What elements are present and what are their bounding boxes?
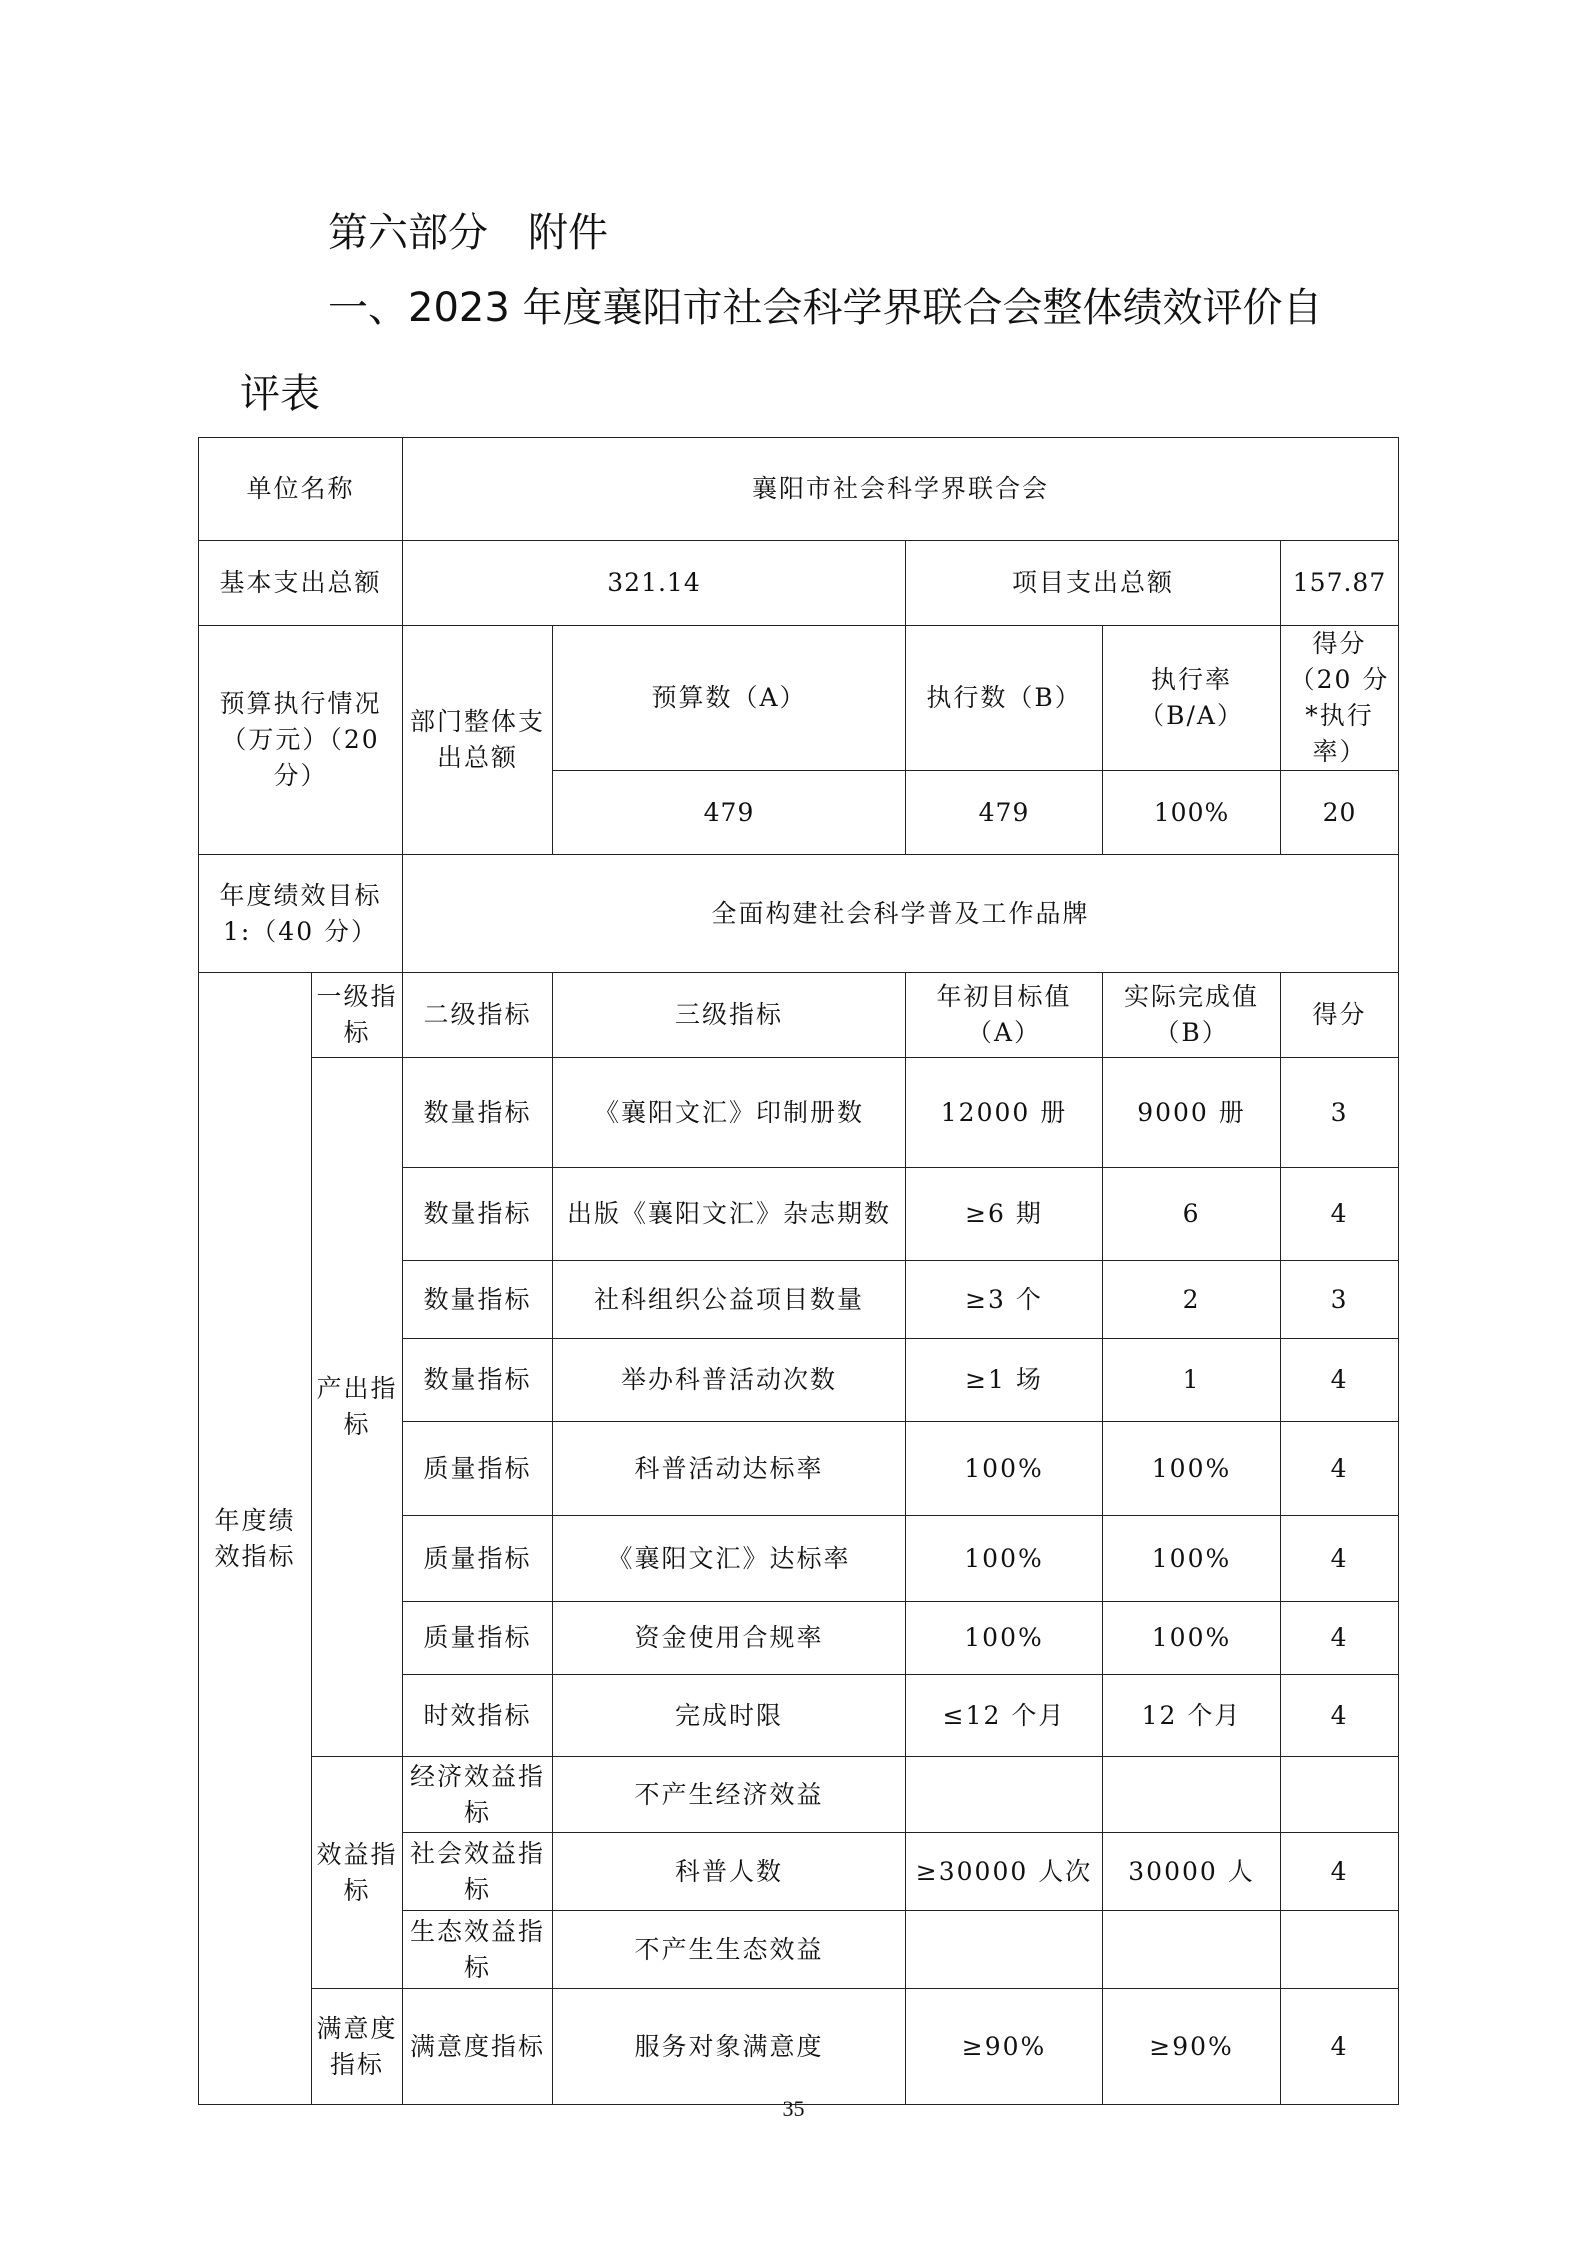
score-cell: 4 [1281,1675,1399,1757]
score-cell: 4 [1281,1168,1399,1261]
level3-cell: 完成时限 [553,1675,906,1757]
level3-cell: 科普活动达标率 [553,1422,906,1516]
actual-cell: 100% [1103,1422,1281,1516]
exec-rate-header: 执行率（B/A） [1103,626,1281,771]
score-cell: 4 [1281,1339,1399,1422]
score-cell: 4 [1281,1602,1399,1675]
target-cell: ≥30000 人次 [906,1833,1103,1911]
target-cell: ≤12 个月 [906,1675,1103,1757]
satisfaction-group-label: 满意度指标 [312,1989,403,2105]
score-cell [1281,1911,1399,1989]
actual-cell [1103,1757,1281,1833]
level3-cell: 不产生生态效益 [553,1911,906,1989]
project-expense-value: 157.87 [1281,541,1399,626]
table-row [199,1989,1399,2105]
exec-rate-value: 100% [1103,771,1281,855]
annual-indicator-label: 年度绩效指标 [199,973,312,2105]
level2-cell: 质量指标 [403,1602,553,1675]
benefit-group-label: 效益指标 [312,1757,403,1989]
score-cell: 3 [1281,1058,1399,1168]
table-title-continued: 评表 [240,371,320,417]
level3-cell: 科普人数 [553,1833,906,1911]
basic-expense-value: 321.14 [403,541,906,626]
level3-cell: 举办科普活动次数 [553,1339,906,1422]
actual-cell: 1 [1103,1339,1281,1422]
score-cell: 4 [1281,1422,1399,1516]
actual-cell: 9000 册 [1103,1058,1281,1168]
level2-cell: 数量指标 [403,1339,553,1422]
level2-cell: 社会效益指标 [403,1833,553,1911]
level2-cell: 数量指标 [403,1058,553,1168]
budget-score-header: 得分（20 分*执行率） [1281,626,1399,771]
exec-count-value: 479 [906,771,1103,855]
table-title: 一、2023 年度襄阳市社会科学界联合会整体绩效评价自 [328,285,1323,331]
annual-goal-label: 年度绩效目标 1:（40 分） [199,855,403,973]
level3-cell: 资金使用合规率 [553,1602,906,1675]
score-cell: 4 [1281,1989,1399,2105]
target-cell: ≥1 场 [906,1339,1103,1422]
actual-cell: 2 [1103,1261,1281,1339]
target-cell: 100% [906,1602,1103,1675]
unit-name-label: 单位名称 [199,438,403,541]
level3-cell: 社科组织公益项目数量 [553,1261,906,1339]
annual-goal-value: 全面构建社会科学普及工作品牌 [403,855,1399,973]
score-cell [1281,1757,1399,1833]
score-header: 得分 [1281,973,1399,1058]
level3-cell: 《襄阳文汇》印制册数 [553,1058,906,1168]
actual-cell: 6 [1103,1168,1281,1261]
actual-header: 实际完成值（B） [1103,973,1281,1058]
level2-cell: 满意度指标 [403,1989,553,2105]
budget-count-header: 预算数（A） [553,626,906,771]
level3-cell: 服务对象满意度 [553,1989,906,2105]
level2-header: 二级指标 [403,973,553,1058]
level3-header: 三级指标 [553,973,906,1058]
actual-cell: 30000 人 [1103,1833,1281,1911]
score-cell: 3 [1281,1261,1399,1339]
target-cell: 100% [906,1422,1103,1516]
level2-cell: 数量指标 [403,1261,553,1339]
basic-expense-label: 基本支出总额 [199,541,403,626]
unit-row [199,438,1399,541]
actual-cell: 100% [1103,1516,1281,1602]
level1-header: 一级指标 [312,973,403,1058]
target-cell: ≥3 个 [906,1261,1103,1339]
target-cell [906,1911,1103,1989]
level2-cell: 数量指标 [403,1168,553,1261]
level3-cell: 出版《襄阳文汇》杂志期数 [553,1168,906,1261]
target-header: 年初目标值（A） [906,973,1103,1058]
budget-header-row [199,626,1399,771]
target-cell: ≥90% [906,1989,1103,2105]
target-cell [906,1757,1103,1833]
unit-name-value: 襄阳市社会科学界联合会 [403,438,1399,541]
actual-cell: ≥90% [1103,1989,1281,2105]
page-number: 35 [782,2096,805,2121]
level2-cell: 质量指标 [403,1422,553,1516]
score-cell: 4 [1281,1833,1399,1911]
actual-cell [1103,1911,1281,1989]
level3-cell: 《襄阳文汇》达标率 [553,1516,906,1602]
table-row [199,1058,1399,1168]
budget-score-value: 20 [1281,771,1399,855]
output-group-label: 产出指标 [312,1058,403,1757]
actual-cell: 100% [1103,1602,1281,1675]
level2-cell: 质量指标 [403,1516,553,1602]
level2-cell: 时效指标 [403,1675,553,1757]
performance-evaluation-table [198,437,1399,2105]
target-cell: 12000 册 [906,1058,1103,1168]
exec-count-header: 执行数（B） [906,626,1103,771]
budget-count-value: 479 [553,771,906,855]
expenditure-row [199,541,1399,626]
budget-execution-label: 预算执行情况（万元）（20 分） [199,626,403,855]
table-row [199,1757,1399,1833]
project-expense-label: 项目支出总额 [906,541,1281,626]
level2-cell: 经济效益指标 [403,1757,553,1833]
level2-cell: 生态效益指标 [403,1911,553,1989]
actual-cell: 12 个月 [1103,1675,1281,1757]
dept-total-label: 部门整体支出总额 [403,626,553,855]
section-heading: 第六部分 附件 [328,210,608,256]
score-cell: 4 [1281,1516,1399,1602]
target-cell: ≥6 期 [906,1168,1103,1261]
goal-row [199,855,1399,973]
level3-cell: 不产生经济效益 [553,1757,906,1833]
indicator-header-row [199,973,1399,1058]
target-cell: 100% [906,1516,1103,1602]
